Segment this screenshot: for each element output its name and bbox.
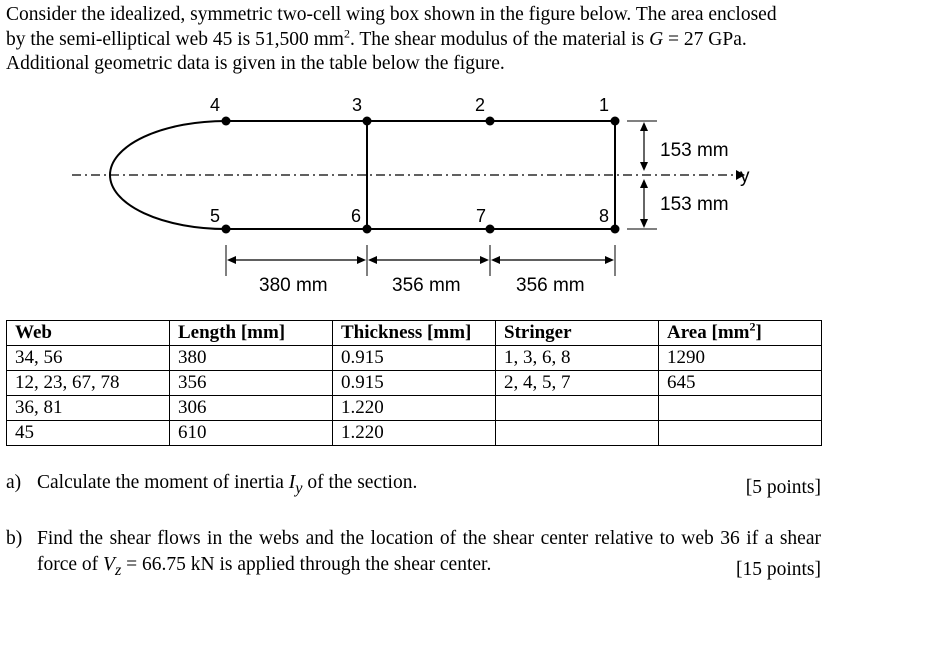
question-a-body [37, 470, 821, 501]
wing-box-figure [0, 88, 947, 318]
geometry-table [6, 320, 822, 446]
intro-sup: 2 [343, 26, 350, 40]
stringer-5 [222, 225, 231, 234]
cell-length: 380 [170, 346, 333, 371]
stringer-7 [486, 225, 495, 234]
col-header-area-text: Area [mm [667, 322, 750, 343]
question-a-var: I [288, 472, 296, 493]
table-row [7, 346, 822, 371]
cell-length: 356 [170, 371, 333, 396]
table-row [7, 371, 822, 396]
question-b-points: [15 points] [735, 558, 821, 580]
node-label-3: 3 [352, 95, 363, 115]
table-header-row [7, 321, 822, 346]
node-label-7: 7 [476, 206, 487, 226]
width-dim-3-arrow-right [605, 256, 614, 264]
question-b-body [37, 526, 821, 583]
cell-web: 45 [7, 421, 170, 446]
col-header-web: Web [7, 321, 170, 346]
cell-area [659, 396, 822, 421]
question-b-text-post: = 66.75 kN is applied through the shear center. [121, 554, 492, 575]
intro-line-2a: by the semi-elliptical web 45 is 51,500 mm [6, 28, 344, 50]
question-a-label: a) [6, 472, 22, 493]
question-b-label: b) [6, 528, 23, 549]
col-header-area-sup: 2 [749, 319, 756, 334]
cell-area: 645 [659, 371, 822, 396]
intro-line-1: Consider the idealized, symmetric two-cell wing box shown in the figure below. The area enclosed [6, 4, 777, 25]
height-lower-arrow-top [640, 179, 648, 188]
stringer-4 [222, 117, 231, 126]
problem-statement [6, 3, 821, 77]
cell-web: 34, 56 [7, 346, 170, 371]
question-a-text-pre: Calculate the moment of inertia [37, 472, 289, 493]
node-label-4: 4 [210, 95, 221, 115]
width-dim-3-arrow-left [491, 256, 500, 264]
node-label-8: 8 [599, 206, 610, 226]
question-a-var-sub [295, 479, 302, 497]
cell-area: 1290 [659, 346, 822, 371]
intro-var-g: G [649, 28, 664, 50]
question-b-var-sub-text: z [114, 560, 122, 579]
table-row [7, 421, 822, 446]
table-row [7, 396, 822, 421]
stringer-3 [363, 117, 372, 126]
node-label-2: 2 [475, 95, 486, 115]
node-label-5: 5 [210, 206, 221, 226]
question-a-text-post: of the section. [302, 472, 418, 493]
cell-stringer [496, 396, 659, 421]
width-dimension [226, 245, 615, 276]
cell-length: 610 [170, 421, 333, 446]
cell-length: 306 [170, 396, 333, 421]
question-b-var: V [103, 554, 115, 575]
cell-area [659, 421, 822, 446]
height-upper-label: 153 mm [660, 140, 729, 161]
col-header-thickness: Thickness [mm] [333, 321, 496, 346]
height-upper-arrow-top [640, 122, 648, 131]
cell-web: 12, 23, 67, 78 [7, 371, 170, 396]
question-b-text-pre: Find the shear flows in the webs and the location of the shear center relative to web 36 if a shear force of [37, 528, 821, 575]
question-b [6, 526, 821, 583]
cell-thickness: 0.915 [333, 371, 496, 396]
width-label-356-b: 356 mm [516, 275, 585, 296]
cell-web: 36, 81 [7, 396, 170, 421]
stringer-8 [611, 225, 620, 234]
width-label-356-a: 356 mm [392, 275, 461, 296]
cell-stringer: 1, 3, 6, 8 [496, 346, 659, 371]
width-dim-1-arrow-left [227, 256, 236, 264]
node-label-1: 1 [599, 95, 610, 115]
cell-stringer [496, 421, 659, 446]
stringer-2 [486, 117, 495, 126]
intro-line-3: Additional geometric data is given in the table below the figure. [6, 53, 505, 74]
intro-line-2b: . The shear modulus of the material is [349, 28, 645, 50]
height-lower-label: 153 mm [660, 194, 729, 215]
cell-thickness: 0.915 [333, 346, 496, 371]
width-dim-1-arrow-right [357, 256, 366, 264]
question-a-points: [5 points] [745, 476, 821, 498]
col-header-length: Length [mm] [170, 321, 333, 346]
stringer-1 [611, 117, 620, 126]
height-lower-arrow-bottom [640, 219, 648, 228]
col-header-area-close: ] [755, 322, 762, 343]
cell-thickness: 1.220 [333, 396, 496, 421]
question-a-var-sub-text: y [295, 478, 303, 497]
stringer-6 [363, 225, 372, 234]
intro-line-2c: = 27 GPa. [663, 28, 747, 50]
width-label-380: 380 mm [259, 275, 328, 296]
col-header-area [659, 321, 822, 346]
node-label-6: 6 [351, 206, 362, 226]
width-dim-2-arrow-left [368, 256, 377, 264]
question-a [6, 470, 821, 501]
y-axis-label: y [740, 166, 750, 187]
cell-stringer: 2, 4, 5, 7 [496, 371, 659, 396]
col-header-stringer: Stringer [496, 321, 659, 346]
width-dim-2-arrow-right [480, 256, 489, 264]
height-upper-arrow-bottom [640, 162, 648, 171]
cell-thickness: 1.220 [333, 421, 496, 446]
